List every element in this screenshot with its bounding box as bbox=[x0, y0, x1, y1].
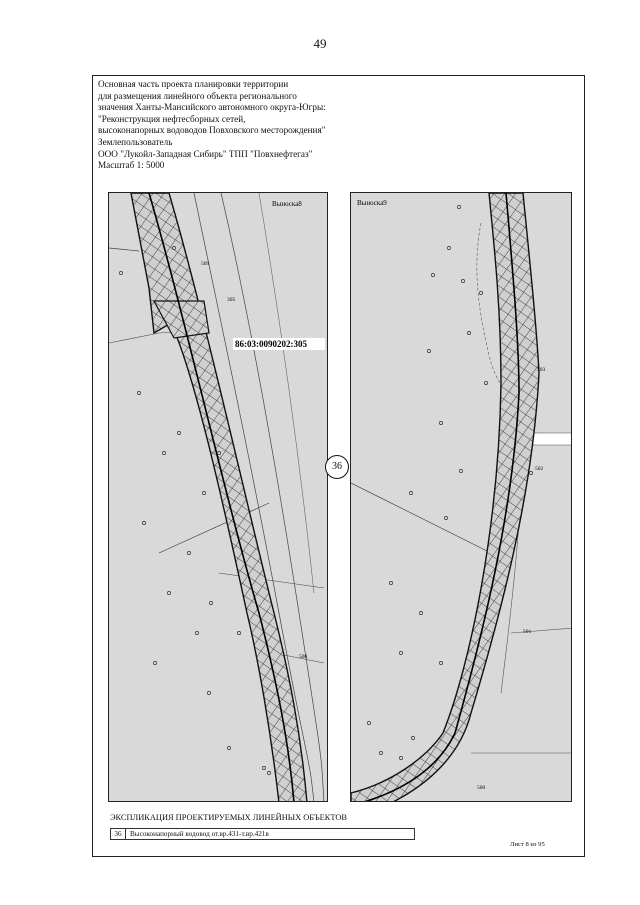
legend-row bbox=[110, 828, 415, 840]
marker-label: 502 bbox=[535, 466, 544, 472]
map-right-title: Выноска9 bbox=[357, 199, 387, 207]
marker-label: 503 bbox=[537, 367, 546, 373]
corridor-right bbox=[351, 193, 539, 802]
marker-label: 305 bbox=[227, 297, 236, 303]
map-right-svg bbox=[351, 193, 572, 802]
header-line: высоконапорных водоводов Повховского месторождения" bbox=[98, 125, 326, 136]
header-line: Основная часть проекта планировки территории bbox=[98, 79, 289, 89]
explication-title: ЭКСПЛИКАЦИЯ ПРОЕКТИРУЕМЫХ ЛИНЕЙНЫХ ОБЪЕКТОВ bbox=[110, 813, 348, 822]
header-line: "Реконструкция нефтесборных сетей, bbox=[98, 113, 246, 124]
header-block bbox=[98, 79, 478, 172]
sheet-counter: Лист 8 из 95 bbox=[510, 841, 545, 848]
map-left-svg bbox=[109, 193, 328, 802]
map-panel-left bbox=[108, 192, 328, 802]
header-line: значения Ханты-Мансийского автономного округа-Югры: bbox=[98, 102, 326, 113]
marker-label: 500 bbox=[477, 785, 486, 791]
page-number: 49 bbox=[313, 36, 327, 51]
scale-line: Масштаб 1: 5000 bbox=[98, 160, 165, 171]
callout-36: 36 bbox=[325, 455, 349, 479]
marker-label: 501 bbox=[523, 629, 532, 635]
legend-description: Высоконапорный водовод от.вр.431-т.вр.421в bbox=[130, 830, 269, 838]
legend-number: 36 bbox=[111, 829, 126, 840]
map-panel-right bbox=[350, 192, 572, 802]
parcel-label: 86:03:0090202:305 bbox=[235, 339, 307, 349]
map-left-title: Выноска8 bbox=[272, 200, 302, 208]
header-line: для размещения линейного объекта регионального bbox=[98, 90, 297, 101]
marker-label: 509 bbox=[201, 261, 210, 267]
header-line: Землепользователь bbox=[98, 136, 173, 147]
marker-label: 508 bbox=[299, 654, 308, 660]
header-line: ООО "Лукойл-Западная Сибирь" ТПП "Повхнефтегаз" bbox=[98, 148, 313, 159]
